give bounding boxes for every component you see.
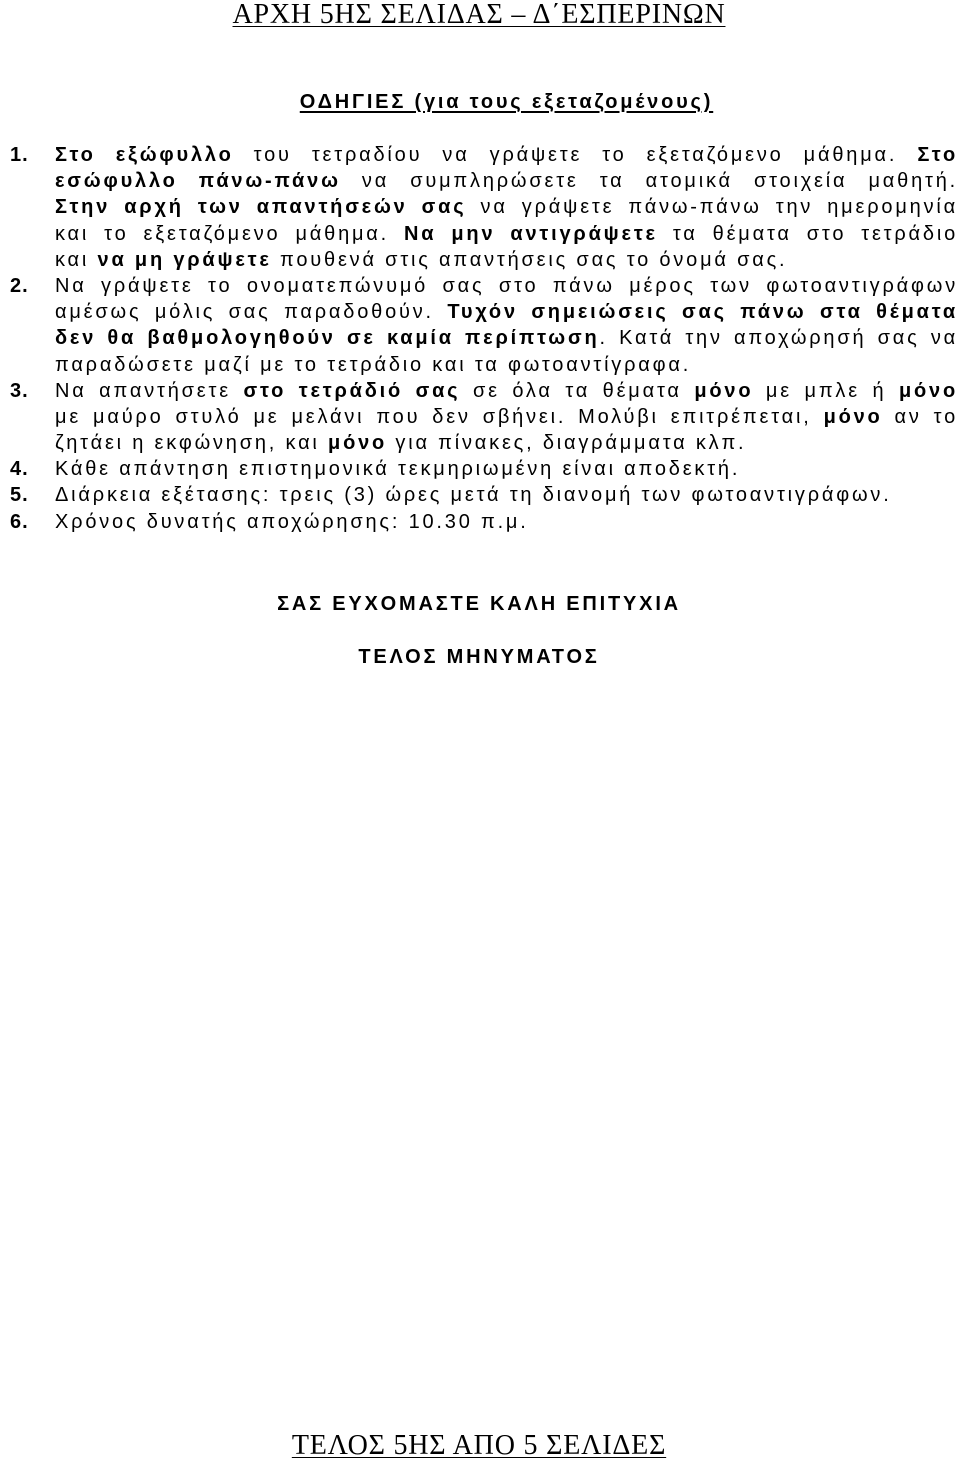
instruction-line (55, 325, 958, 351)
page-footer: ΤΕΛΟΣ 5ΗΣ ΑΠΟ 5 ΣΕΛΙΔΕΣ (291, 1430, 667, 1461)
plain-text: του τετραδίου να γράψετε το εξεταζόμενο μάθημα. (233, 144, 918, 166)
plain-text: να συμπληρώσετε τα ατομικά στοιχεία μαθητή. (340, 170, 958, 193)
emphasized-text: Στο (917, 144, 958, 166)
instruction-line (55, 299, 958, 325)
plain-text: αμέσως μόλις σας παραδοθούν. (55, 301, 448, 324)
emphasized-text: Στο εξώφυλλο (55, 144, 234, 166)
plain-text: αν το (882, 405, 958, 428)
instruction-number: 6. (10, 510, 29, 533)
emphasized-text: να μη γράψετε (97, 248, 272, 271)
plain-text: να γράψετε πάνω-πάνω την ημερομηνία (466, 196, 958, 219)
plain-text: παραδώσετε μαζί με το τετράδιο και τα φωτοαντίγραφα. (55, 353, 692, 376)
instruction-line (55, 352, 958, 378)
plain-text: ζητάει η εκφώνηση, και (55, 432, 329, 455)
instruction-line (55, 221, 958, 247)
plain-text: με μαύρο στυλό με μελάνι που δεν σβήνει. Μολύβι επιτρέπεται, (55, 405, 824, 428)
page-header: ΑΡΧΗ 5ΗΣ ΣΕΛΙΔΑΣ – Δ΄ΕΣΠΕΡΙΝΩΝ (232, 0, 726, 30)
instruction-number: 4. (10, 458, 29, 481)
instruction-text (55, 273, 958, 378)
instruction-line (55, 168, 958, 194)
end-of-message: ΤΕΛΟΣ ΜΗΝΥΜΑΤΟΣ (358, 646, 600, 668)
instruction-item (0, 273, 960, 378)
emphasized-text: εσώφυλλο πάνω-πάνω (55, 170, 341, 193)
instruction-line (55, 509, 958, 535)
plain-text: για πίνακες, διαγράμματα κλπ. (387, 432, 747, 455)
instruction-line (55, 194, 958, 220)
instruction-number: 1. (10, 144, 29, 166)
instruction-line (55, 456, 958, 482)
emphasized-text: μόνο (328, 432, 388, 455)
instructions-list (0, 142, 960, 535)
plain-text: Να γράψετε το ονοματεπώνυμό σας στο πάνω μέρος των φωτοαντιγράφων (55, 274, 958, 297)
instruction-number: 5. (10, 484, 29, 507)
instruction-item (0, 482, 960, 508)
instruction-item (0, 378, 960, 457)
emphasized-text: μόνο (694, 379, 754, 402)
plain-text: και (55, 248, 98, 271)
instruction-line (55, 404, 958, 430)
emphasized-text: Να μην αντιγράψετε (404, 222, 658, 245)
instruction-text (55, 142, 958, 273)
instruction-item (0, 509, 960, 535)
instruction-line (55, 378, 958, 404)
instruction-line (55, 142, 958, 168)
plain-text: τα θέματα στο τετράδιο (657, 222, 959, 245)
plain-text: και το εξεταζόμενο μάθημα. (55, 222, 405, 245)
plain-text: Κάθε απάντηση επιστημονικά τεκμηριωμένη είναι αποδεκτή. (55, 458, 741, 481)
closing-wish: ΣΑΣ ΕΥΧΟΜΑΣΤΕ ΚΑΛΗ ΕΠΙΤΥΧΙΑ (277, 593, 681, 615)
plain-text: Χρόνος δυνατής αποχώρησης: 10.30 π.μ. (55, 510, 529, 533)
instruction-item (0, 142, 960, 273)
instruction-line (55, 273, 958, 299)
emphasized-text: Τυχόν σημειώσεις σας πάνω στα θέματα (447, 301, 958, 324)
instruction-line (55, 430, 958, 456)
instruction-text (55, 482, 958, 508)
plain-text: πουθενά στις απαντήσεις σας το όνομά σας. (271, 248, 788, 271)
emphasized-text: δεν θα βαθμολογηθούν σε καμία περίπτωση (55, 327, 600, 350)
instruction-text (55, 509, 958, 535)
plain-text: Να απαντήσετε (55, 379, 244, 402)
instruction-item (0, 456, 960, 482)
instruction-line (55, 247, 958, 273)
instruction-line (55, 482, 958, 508)
emphasized-text: μόνο (823, 405, 883, 428)
instruction-text (55, 378, 958, 457)
instructions-title: ΟΔΗΓΙΕΣ (για τους εξεταζομένους) (299, 91, 714, 113)
instruction-text (55, 456, 958, 482)
plain-text: . Κατά την αποχώρησή σας να (599, 327, 958, 350)
plain-text: Διάρκεια εξέτασης: τρεις (3) ώρες μετά τη διανομή των φωτοαντιγράφων. (55, 484, 892, 507)
emphasized-text: στο τετράδιό σας (243, 379, 461, 402)
emphasized-text: Στην αρχή των απαντήσεών σας (55, 196, 467, 219)
emphasized-text: μόνο (899, 379, 958, 402)
plain-text: σε όλα τα θέματα (460, 379, 695, 402)
instruction-number: 2. (10, 274, 29, 297)
instruction-number: 3. (10, 379, 29, 402)
plain-text: με μπλε ή (753, 379, 899, 402)
